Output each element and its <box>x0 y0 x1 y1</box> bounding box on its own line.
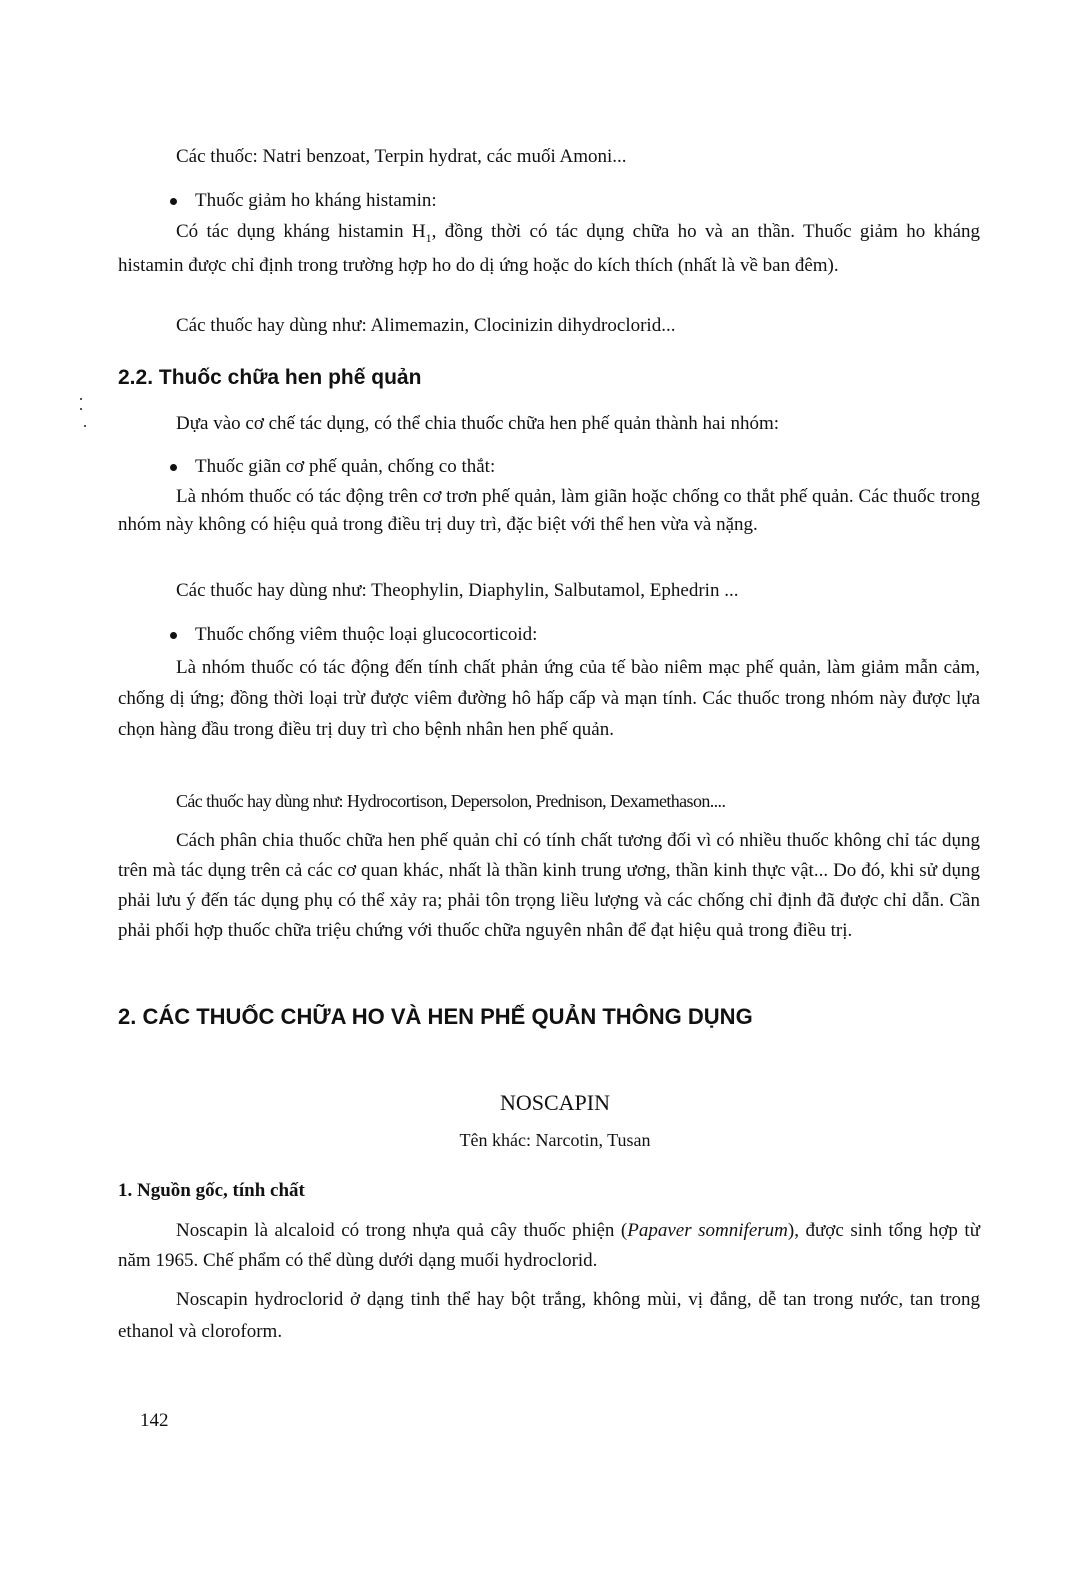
bullet-text: Thuốc chống viêm thuộc loại glucocorticoid: <box>195 624 538 645</box>
paragraph <box>118 1216 980 1276</box>
paragraph: Các thuốc hay dùng như: Alimemazin, Clocinizin dihydroclorid... <box>176 315 676 336</box>
bullet-icon <box>170 632 177 639</box>
paragraph <box>118 218 980 280</box>
bullet-text: Thuốc giãn cơ phế quản, chống co thắt: <box>195 456 496 477</box>
paragraph: Noscapin hydroclorid ở dạng tinh thể hay bột trắng, không mùi, vị đắng, dễ tan trong nước, tan trong ethanol và cloroform. <box>118 1289 980 1342</box>
scan-mark <box>80 408 82 410</box>
bullet-icon <box>170 198 177 205</box>
chapter-heading: 2. CÁC THUỐC CHỮA HO VÀ HEN PHẾ QUẢN THÔNG DỤNG <box>118 1004 753 1029</box>
scan-mark <box>80 398 82 400</box>
paragraph: Các thuốc hay dùng như: Theophylin, Diaphylin, Salbutamol, Ephedrin ... <box>176 580 739 601</box>
paragraph: Cách phân chia thuốc chữa hen phế quản chỉ có tính chất tương đối vì có nhiều thuốc không chỉ tác dụng trên mà tác dụng trên cả các cơ quan khác, nhất là thần kinh trung ương, thần kinh thực vật... Do đó, khi sử dụng phải lưu ý đến tác dụng phụ có thể xảy ra; phải tôn trọng liều lượng và các chống chỉ định đã được chỉ dẫn. Cần phải phối hợp thuốc chữa triệu chứng với thuốc chữa nguyên nhân để đạt hiệu quả trong điều trị. <box>118 830 980 941</box>
text: , đồng thời có tác dụng chữa ho và an thần. Thuốc giảm ho kháng histamin được chỉ định trong trường hợp ho do dị ứng hoặc do kích thích (nhất là về ban đêm). <box>118 221 980 276</box>
section-heading: 2.2. Thuốc chữa hen phế quản <box>118 366 422 389</box>
paragraph: Các thuốc: Natri benzoat, Terpin hydrat, các muối Amoni... <box>176 146 627 167</box>
page-number: 142 <box>140 1410 169 1431</box>
paragraph: Dựa vào cơ chế tác dụng, có thể chia thuốc chữa hen phế quản thành hai nhóm: <box>176 413 780 434</box>
paragraph: Các thuốc hay dùng như: Hydrocortison, Depersolon, Prednison, Dexamethason.... <box>176 791 726 811</box>
text: ), được sinh tổng hợp từ năm 1965. Chế phẩm có thể dùng dưới dạng muối hydroclorid. <box>118 1220 980 1271</box>
subscript: 1 <box>425 230 432 245</box>
paragraph: Là nhóm thuốc có tác động trên cơ trơn phế quản, làm giãn hoặc chống co thắt phế quản. Các thuốc trong nhóm này không có hiệu quả trong điều trị duy trì, đặc biệt với thể hen vừa và nặng. <box>118 486 980 535</box>
latin-name: Papaver somniferum <box>627 1220 788 1241</box>
subsection-heading: 1. Nguồn gốc, tính chất <box>118 1180 305 1201</box>
bullet-item <box>118 620 1032 650</box>
other-names: Tên khác: Narcotin, Tusan <box>459 1130 651 1150</box>
text: Noscapin là alcaloid có trong nhựa quả cây thuốc phiện ( <box>176 1220 628 1241</box>
bullet-item <box>118 186 1032 216</box>
scan-mark <box>84 425 86 427</box>
drug-title: NOSCAPIN <box>499 1090 611 1115</box>
paragraph: Là nhóm thuốc có tác động đến tính chất phản ứng của tế bào niêm mạc phế quản, làm giảm mẫn cảm, chống dị ứng; đồng thời loại trừ được viêm đường hô hấp cấp và mạn tính. Các thuốc trong nhóm này được lựa chọn hàng đầu trong điều trị duy trì cho bệnh nhân hen phế quản. <box>118 657 980 740</box>
bullet-item <box>118 452 1032 482</box>
text: Có tác dụng kháng histamin H <box>176 221 426 242</box>
bullet-text: Thuốc giảm ho kháng histamin: <box>195 190 437 211</box>
bullet-icon <box>170 464 177 471</box>
